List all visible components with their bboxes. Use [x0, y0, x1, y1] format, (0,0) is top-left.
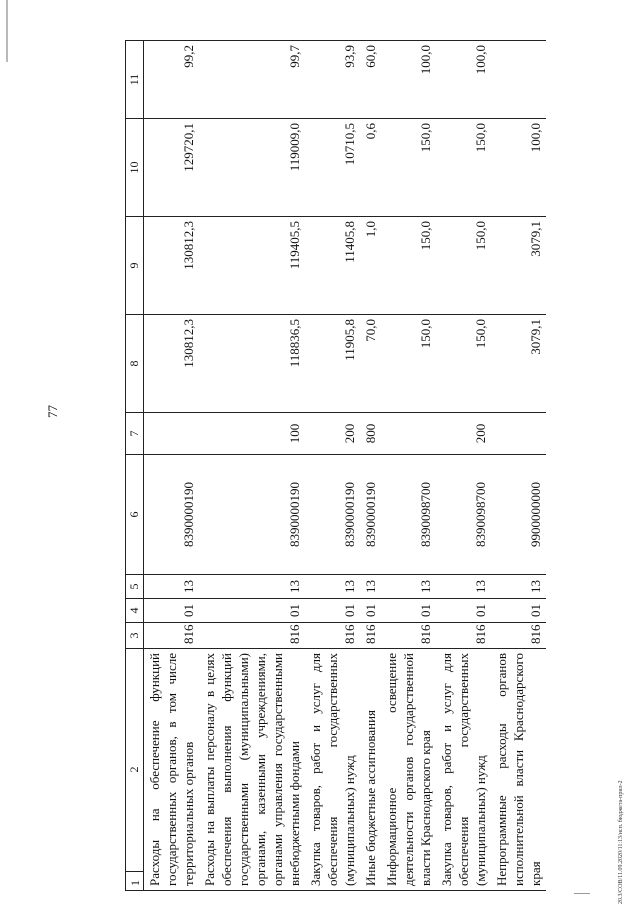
- budget-execution-table: [125, 40, 546, 891]
- col-num-10: 10: [126, 119, 144, 217]
- cell-c3: 816: [436, 623, 491, 649]
- table-row: [199, 41, 305, 891]
- cell-c5: 13: [199, 575, 305, 599]
- row-name: Закупка товаров, работ и услуг для обеспечения государственных (муниципальных) нужд: [305, 649, 360, 891]
- cell-c10: 0,6: [360, 119, 381, 217]
- cell-c9: 150,0: [436, 217, 491, 315]
- cell-c9: 11405,8: [305, 217, 360, 315]
- row-name: Непрограммные расходы органов исполнительной власти Краснодарского края: [491, 649, 546, 891]
- table-row: [360, 41, 381, 891]
- cell-c5: 13: [491, 575, 546, 599]
- col-num-1-2: [126, 649, 144, 891]
- col-divider: [126, 871, 143, 872]
- col-num-1: 1: [128, 880, 142, 886]
- footer-path: 20.3/СОВ/11.09.2020/11:13/исп. бюджета-прил-2: [618, 780, 624, 904]
- cell-c5: 13: [381, 575, 436, 599]
- cell-c4: 01: [144, 599, 200, 623]
- cell-c9: 130812,3: [144, 217, 200, 315]
- row-name: Закупка товаров, работ и услуг для обеспечения государственных (муниципальных) нужд: [436, 649, 491, 891]
- row-name: Иные бюджетные ассигнования: [360, 649, 381, 891]
- col-num-11: 11: [126, 41, 144, 119]
- cell-c9: 3079,1: [491, 217, 546, 315]
- cell-c8: 11905,8: [305, 315, 360, 413]
- cell-c6: 9900000000: [491, 455, 546, 575]
- cell-c5: 13: [360, 575, 381, 599]
- cell-c10: 150,0: [381, 119, 436, 217]
- page-number: 77: [45, 405, 60, 418]
- cell-c7: 200: [305, 413, 360, 455]
- row-name: Расходы на выплаты персоналу в целях обеспечения выполнения функций государственными (муниципальными) органами, казенными учреждениями, органами управления государственными внебюджетными фондами: [199, 649, 305, 891]
- cell-c4: 01: [199, 599, 305, 623]
- cell-c7: 200: [436, 413, 491, 455]
- cell-c10: 10710,5: [305, 119, 360, 217]
- cell-c9: 119405,5: [199, 217, 305, 315]
- cell-c11: 93,9: [305, 41, 360, 119]
- col-num-4: 4: [126, 599, 144, 623]
- cell-c11: 100,0: [436, 41, 491, 119]
- cell-c7: [491, 413, 546, 455]
- cell-c6: 8390000190: [360, 455, 381, 575]
- cell-c11: 99,2: [144, 41, 200, 119]
- cell-c8: 150,0: [436, 315, 491, 413]
- col-num-8: 8: [126, 315, 144, 413]
- cell-c6: 8390000190: [144, 455, 200, 575]
- table-row: [436, 41, 491, 891]
- col-num-3: 3: [126, 623, 144, 649]
- cell-c11: 100,0: [381, 41, 436, 119]
- cell-c3: 816: [381, 623, 436, 649]
- cell-c8: 150,0: [381, 315, 436, 413]
- cell-c5: 13: [436, 575, 491, 599]
- cell-c11: 99,7: [199, 41, 305, 119]
- table-row: [381, 41, 436, 891]
- scan-edge-line: [6, 0, 8, 62]
- row-name: Информационное освещение деятельности органов государственной власти Краснодарского края: [381, 649, 436, 891]
- cell-c4: 01: [436, 599, 491, 623]
- cell-c8: 3079,1: [491, 315, 546, 413]
- col-num-7: 7: [126, 413, 144, 455]
- cell-c10: 119009,0: [199, 119, 305, 217]
- cell-c11: 60,0: [360, 41, 381, 119]
- table-row: [305, 41, 360, 891]
- cell-c3: 816: [360, 623, 381, 649]
- cell-c6: 8390098700: [381, 455, 436, 575]
- cell-c4: 01: [305, 599, 360, 623]
- col-num-5: 5: [126, 575, 144, 599]
- page-corner-mark: [574, 893, 590, 894]
- cell-c6: 8390000190: [305, 455, 360, 575]
- cell-c8: 70,0: [360, 315, 381, 413]
- cell-c7: 800: [360, 413, 381, 455]
- cell-c4: 01: [491, 599, 546, 623]
- cell-c5: 13: [305, 575, 360, 599]
- col-num-9: 9: [126, 217, 144, 315]
- cell-c3: 816: [199, 623, 305, 649]
- cell-c6: 8390098700: [436, 455, 491, 575]
- cell-c10: 150,0: [436, 119, 491, 217]
- cell-c3: 816: [491, 623, 546, 649]
- cell-c10: 100,0: [491, 119, 546, 217]
- cell-c11: [491, 41, 546, 119]
- cell-c6: 8390000190: [199, 455, 305, 575]
- cell-c3: 816: [144, 623, 200, 649]
- cell-c7: [144, 413, 200, 455]
- col-num-2: 2: [127, 766, 141, 773]
- cell-c10: 129720,1: [144, 119, 200, 217]
- cell-c9: 150,0: [381, 217, 436, 315]
- cell-c8: 118836,5: [199, 315, 305, 413]
- cell-c3: 816: [305, 623, 360, 649]
- cell-c5: 13: [144, 575, 200, 599]
- cell-c7: [381, 413, 436, 455]
- cell-c4: 01: [381, 599, 436, 623]
- cell-c7: 100: [199, 413, 305, 455]
- cell-c9: 1,0: [360, 217, 381, 315]
- cell-c4: 01: [360, 599, 381, 623]
- cell-c8: 130812,3: [144, 315, 200, 413]
- col-num-6: 6: [126, 455, 144, 575]
- row-name: Расходы на обеспечение функций государственных органов, в том числе территориальных органов: [144, 649, 200, 891]
- column-number-row: [126, 41, 144, 891]
- table-row: [144, 41, 200, 891]
- table-row: [491, 41, 546, 891]
